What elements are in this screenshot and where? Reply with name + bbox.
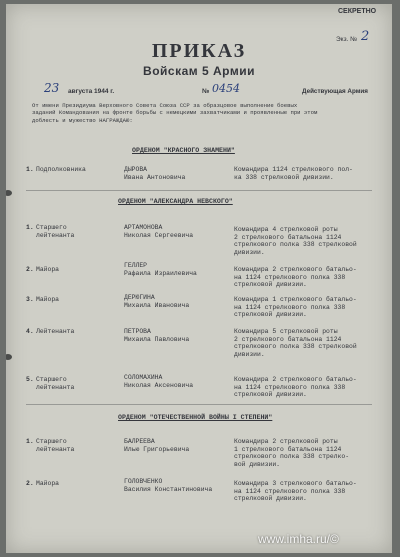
entry-number: 2. — [26, 266, 34, 273]
entry-name: ГОЛОВЧЕНКО Василия Константиновича — [124, 478, 213, 493]
separator — [26, 190, 372, 191]
document-sheet — [6, 4, 392, 553]
order-number-label: № — [202, 88, 210, 95]
entry-name: ДЫРОВА Ивана Антоновича — [124, 166, 186, 181]
entry-name: АРТАМОНОВА Николая Сергеевича — [124, 224, 194, 239]
document-title: ПРИКАЗ — [151, 40, 247, 62]
entry-name: СОЛОМАХИНА Николая Аксеновича — [124, 374, 194, 389]
entry-name: ДЕРЮГИНА Михаила Ивановича — [124, 294, 190, 309]
punch-hole — [6, 190, 12, 196]
entry-post: Командира 2 стрелкового батальо- на 1124 стрелкового полка 338 стрелковой дивизии. — [234, 266, 357, 289]
secret-label: СЕКРЕТНО — [338, 8, 377, 15]
entry-name: ГЕЛЛЕР Рафаила Израилевича — [124, 262, 197, 277]
entry-number: 4. — [26, 328, 34, 335]
entry-name: БАЛРЕЕВА Илью Григорьевича — [124, 438, 190, 453]
watermark: www.imha.ru/© — [258, 532, 339, 546]
entry-number: 2. — [26, 480, 34, 487]
entry-rank: Старшего лейтенанта — [36, 376, 75, 391]
entry-post: Командира 2 стрелкового батальо- на 1124 стрелкового полка 338 стрелковой дивизии. — [234, 376, 357, 399]
entry-number: 1. — [26, 224, 34, 231]
entry-number: 1. — [26, 166, 34, 173]
entry-rank: Старшего лейтенанта — [36, 224, 75, 239]
copy-number: 2 — [361, 29, 370, 44]
entry-post: Командира 3 стрелкового батальо- на 1124 стрелкового полка 338 стрелковой дивизии. — [234, 480, 357, 503]
entry-rank: Майора — [36, 480, 60, 487]
date-day: 23 — [44, 81, 60, 95]
entry-rank: Лейтенанта — [36, 328, 75, 335]
entry-rank: Майора — [36, 296, 60, 303]
entry-post: Командира 5 стрелковой роты 2 стрелкового батальона 1124 стрелкового полка 338 стрелковой дивизии. — [234, 328, 357, 358]
entry-post: Командира 1 стрелкового батальо- на 1124 стрелкового полка 338 стрелковой дивизии. — [234, 296, 357, 319]
section-title: ОРДЕНОМ "ОТЕЧЕСТВЕННОЙ ВОЙНЫ I СТЕПЕНИ" — [118, 414, 273, 421]
document-subtitle: Войскам 5 Армии — [143, 64, 255, 78]
order-number: 0454 — [212, 82, 240, 95]
date-month-year: августа 1944 г. — [68, 88, 115, 95]
entry-post: Командира 1124 стрелкового пол- ка 338 стрелковой дивизии. — [234, 166, 353, 181]
entry-number: 1. — [26, 438, 34, 445]
entry-post: Командира 2 стрелковой роты 1 стрелкового батальона 1124 стрелкового полка 338 стрелко- вой дивизии. — [234, 438, 350, 468]
entry-number: 5. — [26, 376, 34, 383]
separator — [26, 404, 372, 405]
section-title: ОРДЕНОМ "КРАСНОГО ЗНАМЕНИ" — [132, 147, 235, 154]
place-label: Действующая Армия — [302, 88, 368, 95]
entry-name: ПЕТРОВА Михаила Павловича — [124, 328, 190, 343]
entry-rank: Старшего лейтенанта — [36, 438, 75, 453]
preamble-text: От имени Президиума Верховного Совета Союза ССР за образцовое выполнение боевых заданий Командования на фронте борьбы с немецкими захватчиками и проявленные при этом доблесть и мужество НАГРАЖДАЮ: — [32, 102, 318, 124]
entry-rank: Подполковника — [36, 166, 86, 173]
section-title: ОРДЕНОМ "АЛЕКСАНДРА НЕВСКОГО" — [118, 198, 233, 205]
punch-hole — [6, 354, 12, 360]
entry-number: 3. — [26, 296, 34, 303]
entry-post: Командира 4 стрелковой роты 2 стрелкового батальона 1124 стрелкового полка 338 стрелковой дивизии. — [234, 226, 357, 256]
entry-rank: Майора — [36, 266, 60, 273]
copy-label: Экз. № — [336, 36, 358, 43]
